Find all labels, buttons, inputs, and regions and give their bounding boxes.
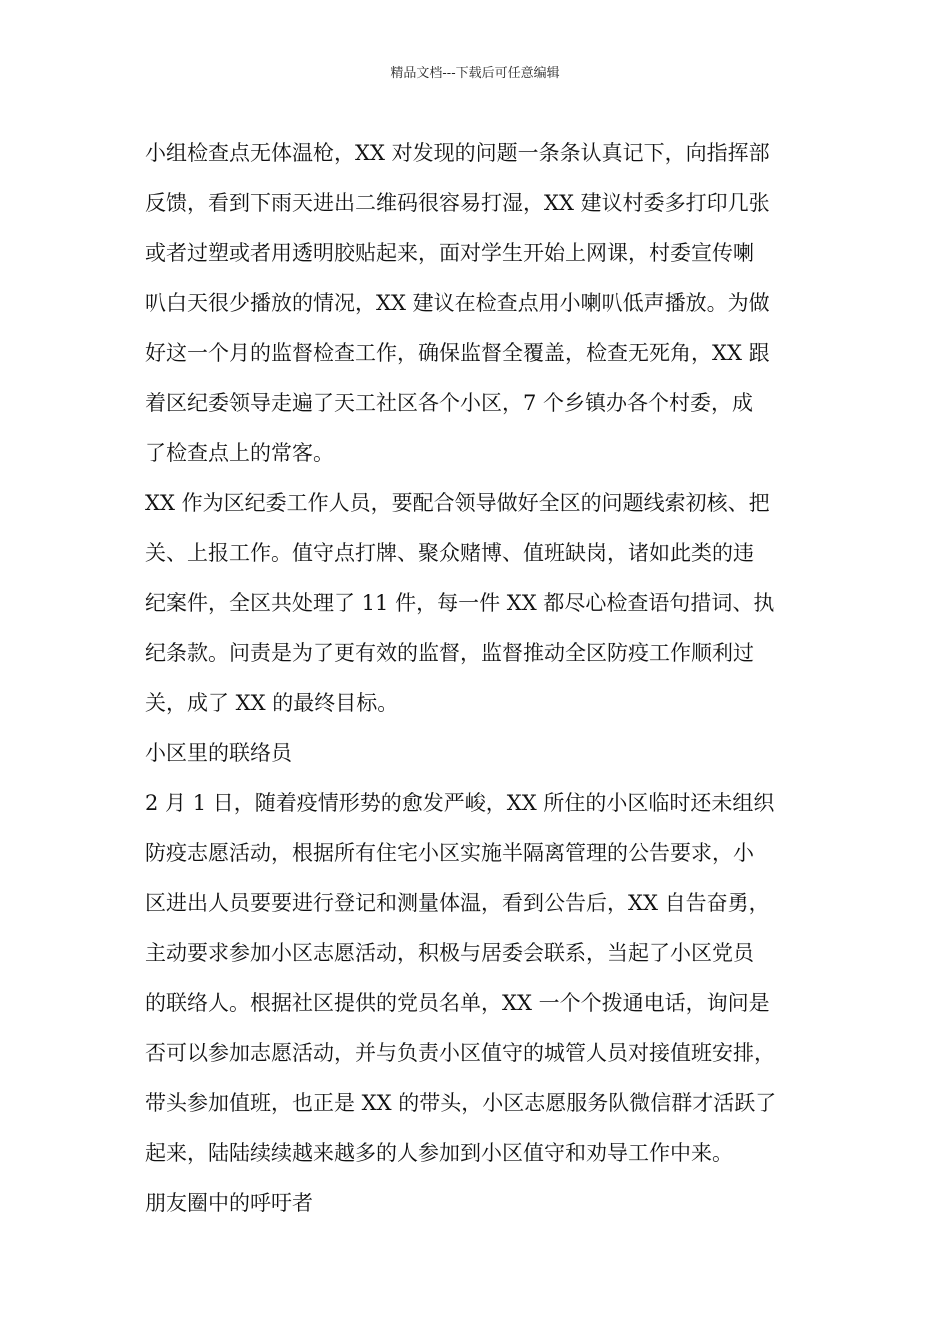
text-line: 的联络人。根据社区提供的党员名单，XX 一个个拨通电话，询问是 [145,991,770,1015]
document-body [145,128,815,1228]
text-line: 纪案件，全区共处理了 11 件，每一件 XX 都尽心检查语句措词、执 [145,591,775,615]
text-line: 起来，陆陆续续越来越多的人参加到小区值守和劝导工作中来。 [145,1141,733,1165]
text-line: 小组检查点无体温枪，XX 对发现的问题一条条认真记下，向指挥部 [145,141,770,165]
paragraph-inspection [145,128,815,478]
text-line: 关、上报工作。值守点打牌、聚众赌博、值班缺岗，诸如此类的违 [145,541,754,565]
text-line: 带头参加值班，也正是 XX 的带头，小区志愿服务队微信群才活跃了 [145,1091,777,1115]
text-line: 或者过塑或者用透明胶贴起来，面对学生开始上网课，村委宣传喇 [145,241,754,265]
text-line: 了检查点上的常客。 [145,441,334,465]
text-line: 好这一个月的监督检查工作，确保监督全覆盖，检查无死角，XX 跟 [145,341,770,365]
text-line: XX 作为区纪委工作人员，要配合领导做好全区的问题线索初核、把 [145,491,770,515]
text-line: 反馈，看到下雨天进出二维码很容易打湿，XX 建议村委多打印几张 [145,191,770,215]
text-line: 区进出人员要要进行登记和测量体温，看到公告后，XX 自告奋勇， [145,891,770,915]
section-heading-moments: 朋友圈中的呼吁者 [145,1191,313,1215]
text-line: 纪条款。问责是为了更有效的监督，监督推动全区防疫工作顺利过 [145,641,754,665]
page-header: 精品文档---下载后可任意编辑 [390,66,560,81]
text-line: 否可以参加志愿活动，并与负责小区值守的城管人员对接值班安排， [145,1041,775,1065]
text-line: 着区纪委领导走遍了天工社区各个小区，7 个乡镇办各个村委，成 [145,391,754,415]
text-line: 2 月 1 日，随着疫情形势的愈发严峻，XX 所住的小区临时还未组织 [145,791,775,815]
section-heading-liaison: 小区里的联络员 [145,741,292,765]
text-line: 关，成了 XX 的最终目标。 [145,691,399,715]
text-line: 主动要求参加小区志愿活动，积极与居委会联系，当起了小区党员 [145,941,754,965]
text-line: 叭白天很少播放的情况，XX 建议在检查点用小喇叭低声播放。为做 [145,291,770,315]
paragraph-liaison [145,778,815,1178]
text-line: 防疫志愿活动，根据所有住宅小区实施半隔离管理的公告要求，小 [145,841,754,865]
paragraph-accountability [145,478,815,728]
